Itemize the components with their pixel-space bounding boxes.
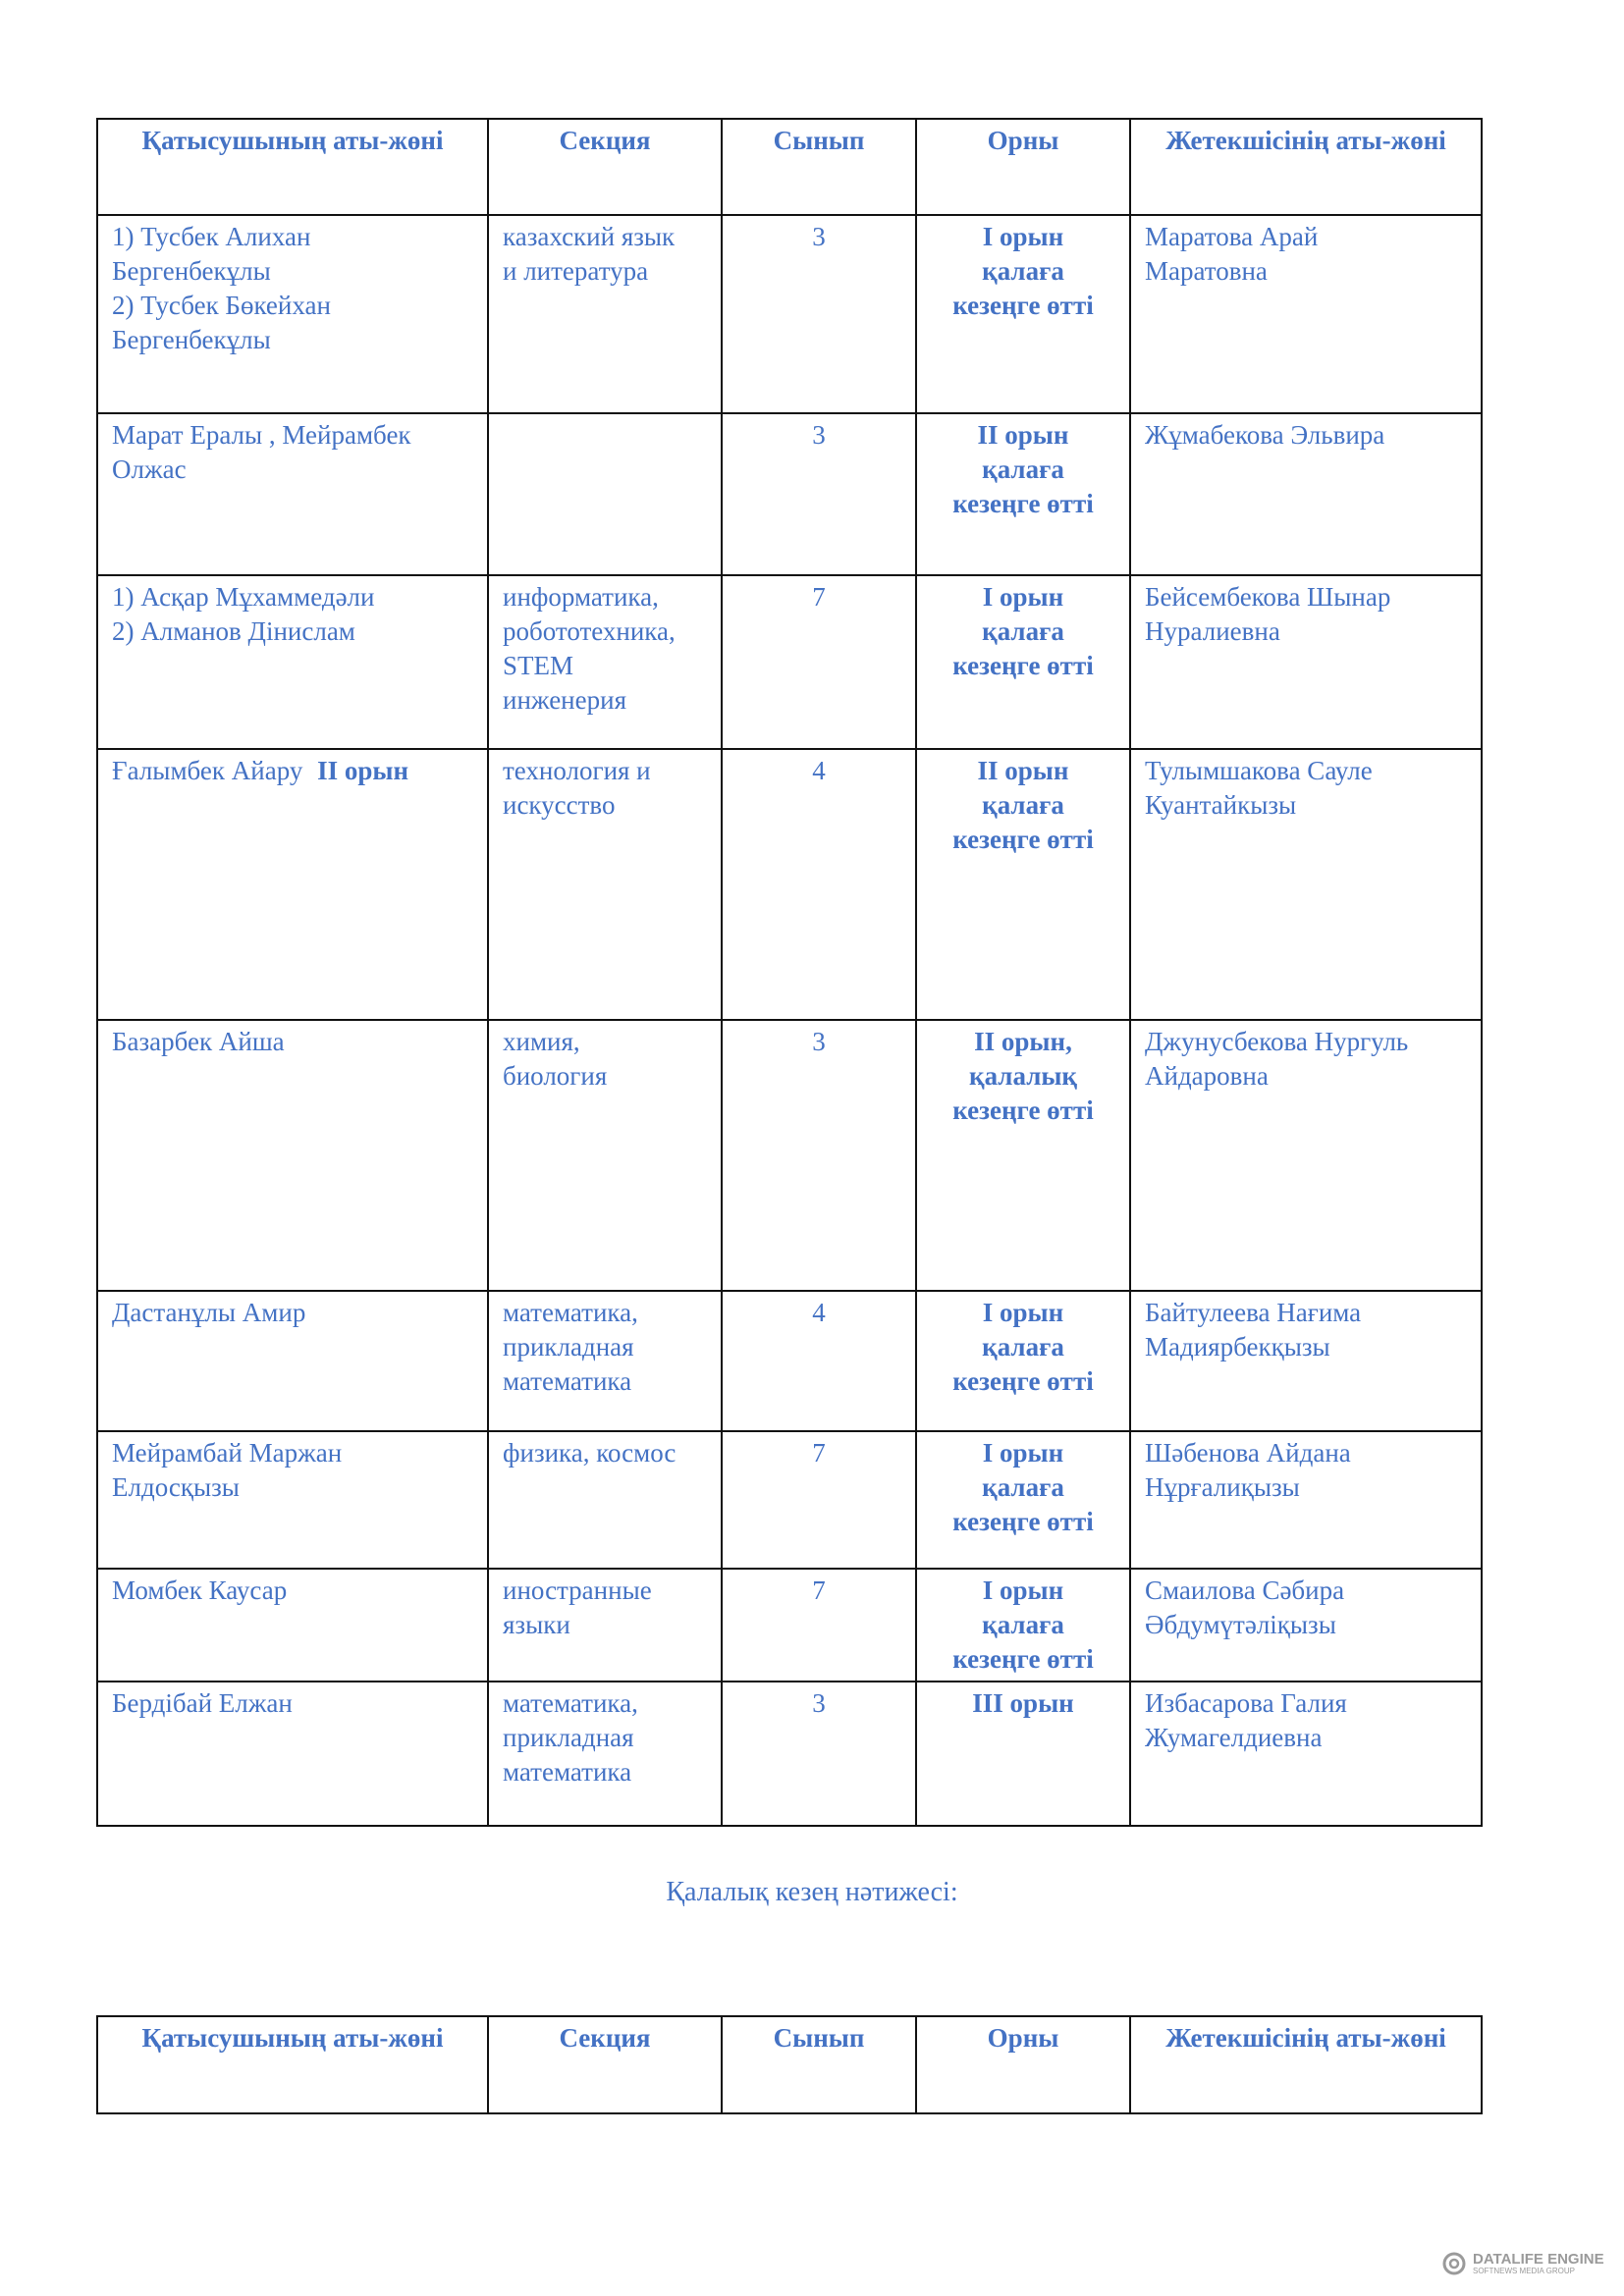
- results-table: [96, 118, 1483, 1827]
- cell-line: кезеңге өтті: [952, 1366, 1094, 1396]
- participant-cell: [97, 575, 488, 749]
- grade-cell: 3: [722, 215, 916, 413]
- cell-line: Куантайкызы: [1145, 790, 1297, 820]
- cell-line: Смаилова Сәбира: [1145, 1575, 1345, 1605]
- column-header: Секция: [488, 2016, 722, 2113]
- cell-line: Елдосқызы: [112, 1472, 240, 1502]
- cell-line: информатика,: [503, 582, 659, 612]
- column-header: Орны: [916, 119, 1130, 215]
- leader-cell: [1130, 1291, 1482, 1431]
- cell-line: Жұмабекова Эльвира: [1145, 420, 1385, 450]
- table-row: [97, 575, 1482, 749]
- cell-line: Маратовна: [1145, 256, 1268, 286]
- participant-cell: [97, 1569, 488, 1682]
- cell-line: биология: [503, 1061, 608, 1091]
- column-header: Сынып: [722, 119, 916, 215]
- column-header: Жетекшісінің аты-жөні: [1130, 119, 1482, 215]
- cell-line: языки: [503, 1610, 570, 1639]
- cell-line: Бейсембекова Шынар: [1145, 582, 1391, 612]
- cell-line: кезеңге өтті: [952, 291, 1094, 320]
- cell-line: II орын,: [974, 1027, 1072, 1056]
- table-row: [97, 413, 1482, 575]
- cell-line: 2) Алманов Дінислам: [112, 616, 355, 646]
- cell-line: Дастанұлы Амир: [112, 1298, 306, 1327]
- cell-line: қалаға: [982, 1610, 1064, 1639]
- place-cell: [916, 575, 1130, 749]
- cell-line: Мейрамбай Маржан: [112, 1438, 343, 1468]
- cell-line: иностранные: [503, 1575, 652, 1605]
- table-row: [97, 1569, 1482, 1682]
- grade-cell: 7: [722, 575, 916, 749]
- grade-cell: 7: [722, 1569, 916, 1682]
- logo-subtitle: SOFTNEWS MEDIA GROUP: [1473, 2267, 1576, 2275]
- place-cell: [916, 215, 1130, 413]
- column-header: Орны: [916, 2016, 1130, 2113]
- place-cell: [916, 1682, 1130, 1826]
- cell-line: қалаға: [982, 454, 1064, 484]
- grade-cell: 3: [722, 413, 916, 575]
- cell-line: Мадиярбекқызы: [1145, 1332, 1330, 1362]
- logo-title: DATALIFE ENGINE: [1473, 2251, 1604, 2268]
- watermark-logo: [1441, 2251, 1604, 2276]
- cell-line: математика: [503, 1757, 632, 1787]
- cell-line: қалаға: [982, 1472, 1064, 1502]
- leader-cell: [1130, 1020, 1482, 1291]
- cell-line: кезеңге өтті: [952, 651, 1094, 680]
- table-row: [97, 1431, 1482, 1569]
- cell-line: математика: [503, 1366, 632, 1396]
- participant-cell: [97, 1682, 488, 1826]
- cell-line: қалаға: [982, 256, 1064, 286]
- cell-line: Базарбек Айша: [112, 1027, 285, 1056]
- cell-line: и литература: [503, 256, 649, 286]
- city-results-table: [96, 2015, 1483, 2114]
- place-cell: [916, 1569, 1130, 1682]
- cell-line: II орын: [977, 420, 1069, 450]
- participant-cell: [97, 1291, 488, 1431]
- leader-cell: [1130, 413, 1482, 575]
- cell-line: кезеңге өтті: [952, 1095, 1094, 1125]
- cell-line: Избасарова Галия: [1145, 1688, 1347, 1718]
- cell-line: 2) Тусбек Бөкейхан: [112, 291, 331, 320]
- cell-line: Жумагелдиевна: [1145, 1723, 1323, 1752]
- grade-cell: 7: [722, 1431, 916, 1569]
- cell-line: казахский язык: [503, 222, 676, 251]
- cell-line: 1) Асқар Мұхаммедәли: [112, 582, 375, 612]
- place-cell: [916, 413, 1130, 575]
- leader-cell: [1130, 1569, 1482, 1682]
- participant-cell: [97, 1020, 488, 1291]
- cell-line: кезеңге өтті: [952, 489, 1094, 518]
- cell-line: Айдаровна: [1145, 1061, 1269, 1091]
- place-cell: [916, 1291, 1130, 1431]
- cell-line: Джунусбекова Нургуль: [1145, 1027, 1409, 1056]
- cell-line: Маратова Арай: [1145, 222, 1319, 251]
- section-cell: [488, 749, 722, 1020]
- place-cell: [916, 1431, 1130, 1569]
- column-header: Қатысушының аты-жөні: [97, 2016, 488, 2113]
- cell-line: I орын: [982, 582, 1064, 612]
- cell-line: прикладная: [503, 1332, 634, 1362]
- cell-line: Байтулеева Нағима: [1145, 1298, 1362, 1327]
- section-cell: [488, 1431, 722, 1569]
- table-row: [97, 1291, 1482, 1431]
- table-row: [97, 215, 1482, 413]
- place-cell: [916, 749, 1130, 1020]
- participant-name: Ғалымбек Айару: [112, 756, 310, 785]
- cell-line: робототехника,: [503, 616, 676, 646]
- grade-cell: 3: [722, 1020, 916, 1291]
- cell-line: I орын: [982, 222, 1064, 251]
- cell-line: Нұрғалиқызы: [1145, 1472, 1300, 1502]
- section-cell: [488, 1569, 722, 1682]
- participant-award: II орын: [317, 756, 409, 785]
- table-row: [97, 749, 1482, 1020]
- section-cell: [488, 413, 722, 575]
- cell-line: технология и: [503, 756, 651, 785]
- leader-cell: [1130, 1431, 1482, 1569]
- place-cell: [916, 1020, 1130, 1291]
- section-cell: [488, 215, 722, 413]
- cell-line: искусство: [503, 790, 616, 820]
- cell-line: II орын: [977, 756, 1069, 785]
- cell-line: 1) Тусбек Алихан: [112, 222, 311, 251]
- cell-line: STEM: [503, 651, 574, 680]
- column-header: Қатысушының аты-жөні: [97, 119, 488, 215]
- table-row: [97, 1682, 1482, 1826]
- leader-cell: [1130, 1682, 1482, 1826]
- cell-line: кезеңге өтті: [952, 1644, 1094, 1674]
- cell-line: қалаға: [982, 616, 1064, 646]
- cell-line: I орын: [982, 1438, 1064, 1468]
- section-cell: [488, 1020, 722, 1291]
- cell-line: қалаға: [982, 790, 1064, 820]
- cell-line: I орын: [982, 1298, 1064, 1327]
- leader-cell: [1130, 215, 1482, 413]
- section-cell: [488, 575, 722, 749]
- cell-line: Шәбенова Айдана: [1145, 1438, 1351, 1468]
- leader-cell: [1130, 575, 1482, 749]
- cell-line: Бергенбекұлы: [112, 325, 271, 354]
- cell-line: Момбек Каусар: [112, 1575, 288, 1605]
- logo-icon: [1441, 2251, 1467, 2276]
- cell-line: III орын: [972, 1688, 1074, 1718]
- cell-line: математика,: [503, 1298, 638, 1327]
- grade-cell: 4: [722, 1291, 916, 1431]
- participant-cell: [97, 749, 488, 1020]
- cell-line: қалалық: [969, 1061, 1077, 1091]
- cell-line: прикладная: [503, 1723, 634, 1752]
- cell-line: I орын: [982, 1575, 1064, 1605]
- cell-line: инженерия: [503, 685, 626, 715]
- cell-line: Олжас: [112, 454, 187, 484]
- leader-cell: [1130, 749, 1482, 1020]
- column-header: Жетекшісінің аты-жөні: [1130, 2016, 1482, 2113]
- section-cell: [488, 1291, 722, 1431]
- section-caption: Қалалық кезең нәтижесі:: [666, 1877, 958, 1907]
- cell-line: химия,: [503, 1027, 580, 1056]
- cell-line: Тулымшакова Сауле: [1145, 756, 1373, 785]
- cell-line: Нуралиевна: [1145, 616, 1280, 646]
- column-header: Секция: [488, 119, 722, 215]
- participant-cell: [97, 413, 488, 575]
- cell-line: Әбдумүтәліқызы: [1145, 1610, 1336, 1639]
- cell-line: кезеңге өтті: [952, 1507, 1094, 1536]
- grade-cell: 3: [722, 1682, 916, 1826]
- cell-line: Бердібай Елжан: [112, 1688, 293, 1718]
- section-cell: [488, 1682, 722, 1826]
- cell-line: Марат Ералы , Мейрамбек: [112, 420, 411, 450]
- participant-cell: [97, 1431, 488, 1569]
- grade-cell: 4: [722, 749, 916, 1020]
- cell-line: математика,: [503, 1688, 638, 1718]
- table-row: [97, 1020, 1482, 1291]
- column-header: Сынып: [722, 2016, 916, 2113]
- cell-line: физика, космос: [503, 1438, 677, 1468]
- cell-line: Бергенбекұлы: [112, 256, 271, 286]
- cell-line: кезеңге өтті: [952, 825, 1094, 854]
- cell-line: қалаға: [982, 1332, 1064, 1362]
- participant-cell: [97, 215, 488, 413]
